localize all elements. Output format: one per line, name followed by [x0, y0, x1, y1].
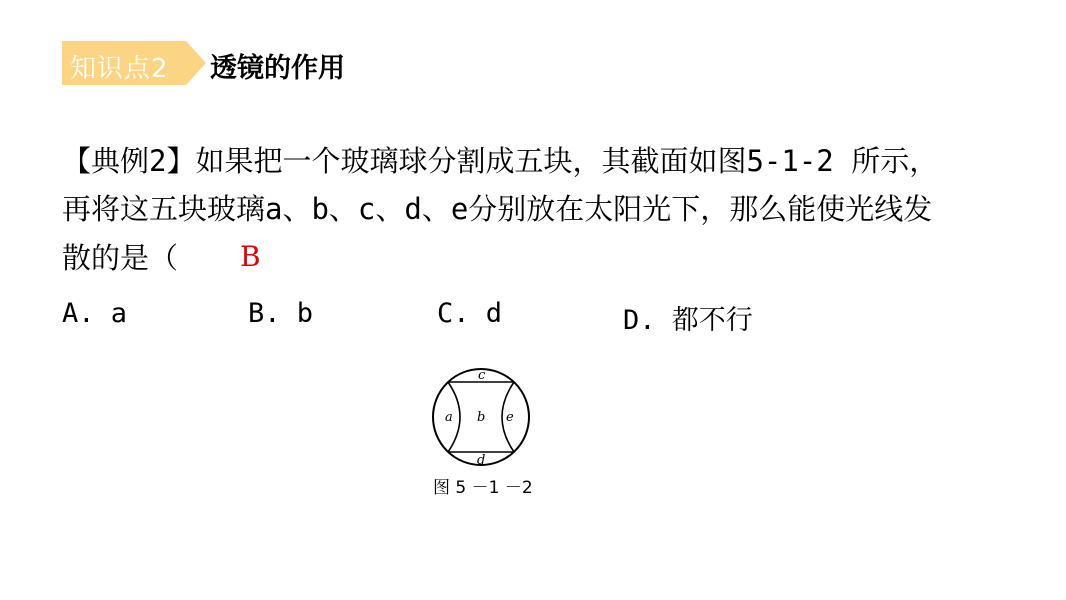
section-title: 透镜的作用 — [210, 53, 345, 84]
option-c: C. d — [437, 298, 503, 329]
label-e: e — [506, 410, 514, 425]
glass-sphere-section-figure — [428, 364, 534, 470]
label-b: b — [477, 410, 486, 425]
label-c: c — [478, 368, 486, 383]
label-d: d — [477, 453, 486, 468]
option-d: D. 都不行 — [623, 305, 753, 336]
answer-text: B — [240, 240, 261, 273]
label-a: a — [445, 410, 453, 425]
question-line-2: 再将这五块玻璃a、b、c、d、e分别放在太阳光下，那么能使光线发 — [62, 192, 933, 226]
question-line-3: 散的是（ — [62, 241, 179, 275]
knowledge-point-badge — [62, 41, 206, 85]
option-a: A. a — [62, 298, 128, 329]
badge-label: 知识点2 — [70, 54, 169, 84]
figure-caption: 图 5 －1 －2 — [433, 478, 533, 498]
question-line-1: 【典例2】如果把一个玻璃球分割成五块，其截面如图5-1-2 所示， — [62, 144, 939, 178]
option-b: B. b — [248, 298, 314, 329]
